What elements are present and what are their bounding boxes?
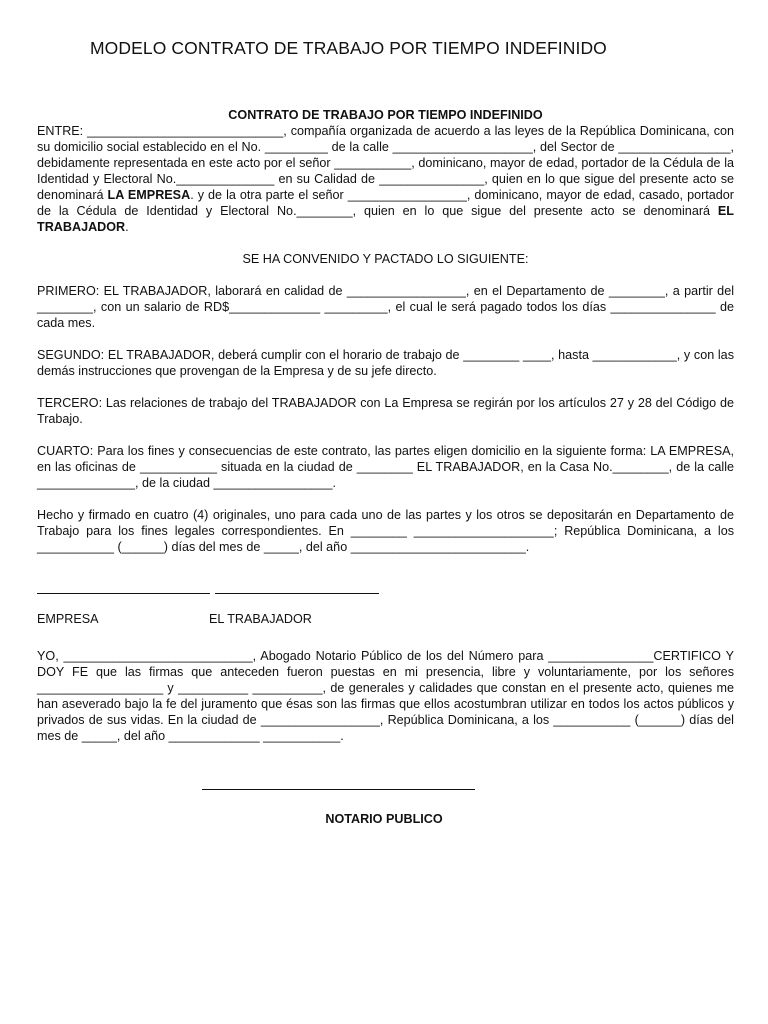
- paragraph-segundo: SEGUNDO: EL TRABAJADOR, deberá cumplir con el horario de trabajo de ________ ____, hasta ____________, y con las demás instrucciones que provengan de la Empresa y de su jefe directo.: [37, 348, 734, 378]
- la-empresa-term: LA EMPRESA: [107, 188, 191, 202]
- contract-heading: CONTRATO DE TRABAJO POR TIEMPO INDEFINIDO: [228, 108, 543, 122]
- paragraph-hecho: Hecho y firmado en cuatro (4) originales, uno para cada uno de las partes y los otros se depositarán en Departamento de Trabajo para los fines legales correspondientes. En ________ ____________________; República Dominicana, a los ___________ (______) días del mes de _____, del año _________________________.: [37, 508, 734, 554]
- trabajador-signature-line: [215, 593, 379, 594]
- entre-text-2: . y de la otra parte el señor _________________, dominicano, mayor de edad, casado, portador de la Cédula de Identidad y Electoral No.________, quien en lo que sigue del presente acto se denominará: [37, 188, 734, 218]
- paragraph-entre: [37, 123, 734, 235]
- contract-body: [37, 107, 734, 555]
- paragraph-tercero: TERCERO: Las relaciones de trabajo del TRABAJADOR con La Empresa se regirán por los artículos 27 y 28 del Código de Trabajo.: [37, 396, 734, 426]
- paragraph-primero: PRIMERO: EL TRABAJADOR, laborará en calidad de _________________, en el Departamento de ________, a partir del ________, con un salario de RD$_____________ _________, el cual le será pagado todos los días _______________ de cada mes.: [37, 284, 734, 330]
- notary-body: [37, 648, 734, 744]
- el-trabajador-term: EL TRABAJADOR: [37, 204, 734, 234]
- document-title: MODELO CONTRATO DE TRABAJO POR TIEMPO INDEFINIDO: [90, 38, 607, 58]
- empresa-signature-label: EMPRESA: [37, 612, 99, 626]
- paragraph-yo: YO, ___________________________, Abogado Notario Público de los del Número para _______________CERTIFICO Y DOY FE que las firmas que anteceden fueron puestas en mi presencia, libre y voluntariamente, por los señores __________________ y __________ __________, de generales y calidades que constan en el presente acto, quienes me han aseverado bajo la fe del juramento que ésas son las firmas que ellos acostumbran utilizar en todos los actos públicos y privados de sus vidas. En la ciudad de _________________, República Dominicana, a los ___________ (______) días del mes de _____, del año _____________ ___________.: [37, 649, 734, 743]
- entre-text-1: ENTRE: ____________________________, compañía organizada de acuerdo a las leyes de la República Dominicana, con su domicilio social establecido en el No. _________ de la calle ____________________, del Sector de ________________, debidamente representada en este acto por el señor ___________, dominicano, mayor de edad, portador de la Cédula de la Identidad y Electoral No.______________ en su Calidad de _______________, quien en lo que sigue del presente acto se denominará: [37, 124, 734, 202]
- notary-signature-line: [202, 789, 475, 790]
- empresa-signature-line: [37, 593, 210, 594]
- trabajador-signature-label: EL TRABAJADOR: [209, 612, 312, 626]
- convenido-heading: SE HA CONVENIDO Y PACTADO LO SIGUIENTE:: [242, 252, 529, 266]
- paragraph-cuarto: CUARTO: Para los fines y consecuencias de este contrato, las partes eligen domicilio en la siguiente forma: LA EMPRESA, en las oficinas de ___________ situada en la ciudad de ________ EL TRABAJADOR, en la Casa No.________, de la calle ______________, de la ciudad _________________.: [37, 444, 734, 490]
- notary-label: NOTARIO PUBLICO: [325, 812, 443, 826]
- entre-text-3: .: [125, 220, 129, 234]
